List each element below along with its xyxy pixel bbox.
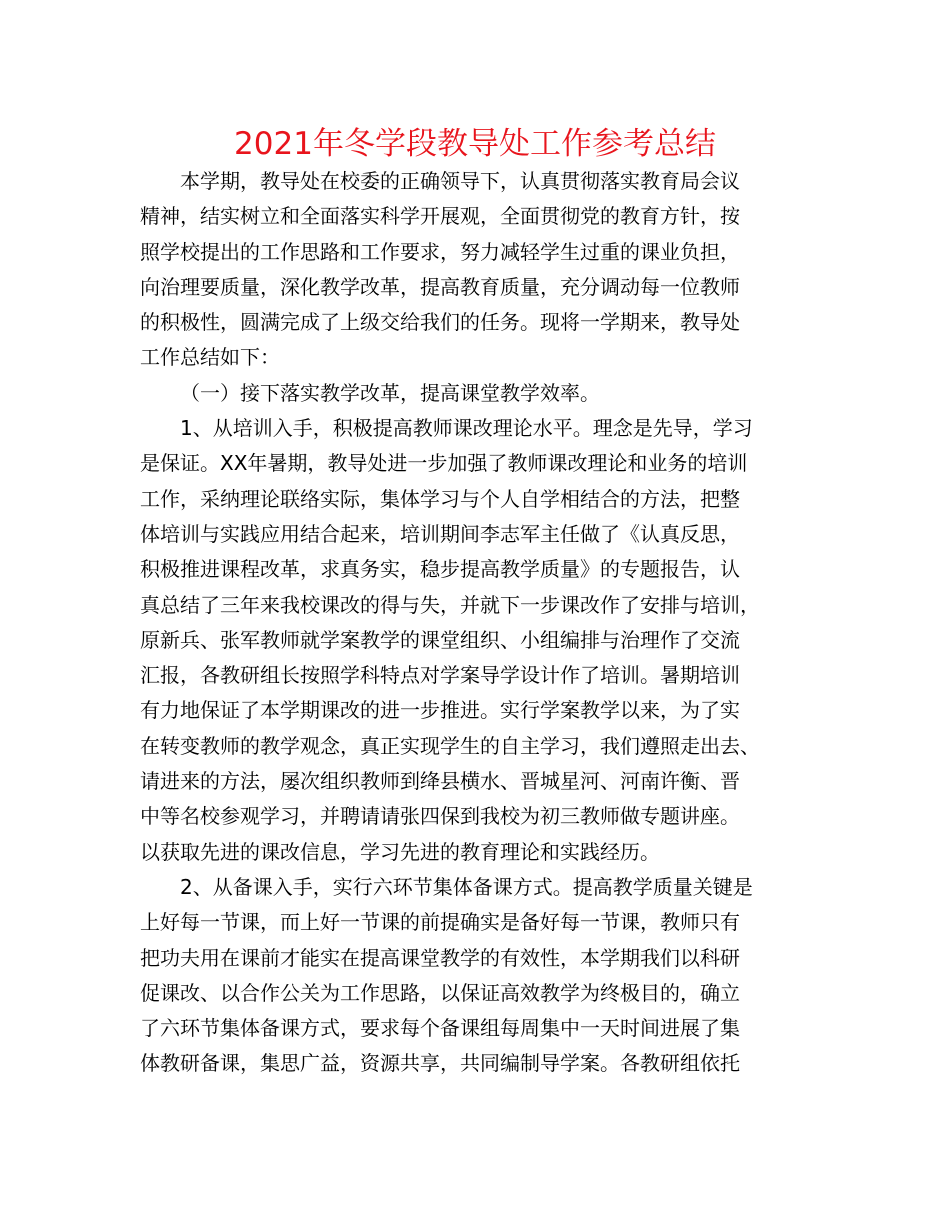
document-body [140,164,820,1082]
paragraph-line: 体培训与实践应用结合起来，培训期间李志军主任做了《认真反思， [140,521,740,546]
paragraph-line: 照学校提出的工作思路和工作要求，努力减轻学生过重的课业负担， [140,239,740,264]
paragraph-line: 真总结了三年来我校课改的得与失，并就下一步课改作了安排与培训， [140,592,760,617]
paragraph-line: 在转变教师的教学观念，真正实现学生的自主学习，我们遵照走出去、 [140,733,760,758]
paragraph-line: 中等名校参观学习，并聘请请张四保到我校为初三教师做专题讲座。 [140,804,740,829]
paragraph-line: 向治理要质量，深化教学改革，提高教育质量，充分调动每一位教师 [140,274,740,299]
section-heading: （一）接下落实教学改革，提高课堂教学效率。 [180,380,600,405]
paragraph-line: 把功夫用在课前才能实在提高课堂教学的有效性，本学期我们以科研 [140,945,740,970]
paragraph-line: 的积极性，圆满完成了上级交给我们的任务。现将一学期来，教导处 [140,310,740,335]
paragraph-line: 体教研备课，集思广益，资源共享，共同编制导学案。各教研组依托 [140,1051,740,1076]
paragraph-line: 1、从培训入手，积极提高教师课改理论水平。理念是先导，学习 [180,416,753,441]
paragraph-line: 2、从备课入手，实行六环节集体备课方式。提高教学质量关键是 [180,874,753,899]
paragraph-line: 本学期，教导处在校委的正确领导下，认真贯彻落实教育局会议 [180,169,740,193]
paragraph-line: 是保证。XX年暑期，教导处进一步加强了教师课改理论和业务的培训 [140,451,748,476]
paragraph-line: 以获取先进的课改信息，学习先进的教育理论和实践经历。 [140,839,660,864]
paragraph-line: 了六环节集体备课方式，要求每个备课组每周集中一天时间进展了集 [140,1016,740,1041]
document-title: 2021年冬学段教导处工作参考总结 [234,126,716,162]
paragraph-line: 请进来的方法，屡次组织教师到绛县横水、晋城星河、河南许衡、晋 [140,769,740,794]
paragraph-line: 上好每一节课，而上好一节课的前提确实是备好每一节课，教师只有 [140,910,740,935]
paragraph-line: 工作，采纳理论联络实际，集体学习与个人自学相结合的方法，把整 [140,486,740,511]
paragraph-line: 积极推进课程改革，求真务实，稳步提高教学质量》的专题报告，认 [140,557,740,582]
paragraph-line: 汇报，各教研组长按照学科特点对学案导学设计作了培训。暑期培训 [140,663,740,688]
paragraph-line: 原新兵、张军教师就学案教学的课堂组织、小组编排与治理作了交流 [140,627,740,652]
paragraph-line: 有力地保证了本学期课改的进一步推进。实行学案教学以来，为了实 [140,698,740,723]
paragraph-line: 精神，结实树立和全面落实科学开展观，全面贯彻党的教育方针，按 [140,204,740,229]
paragraph-line: 工作总结如下： [140,345,280,370]
paragraph-line: 促课改、以合作公关为工作思路，以保证高效教学为终极目的，确立 [140,980,740,1005]
